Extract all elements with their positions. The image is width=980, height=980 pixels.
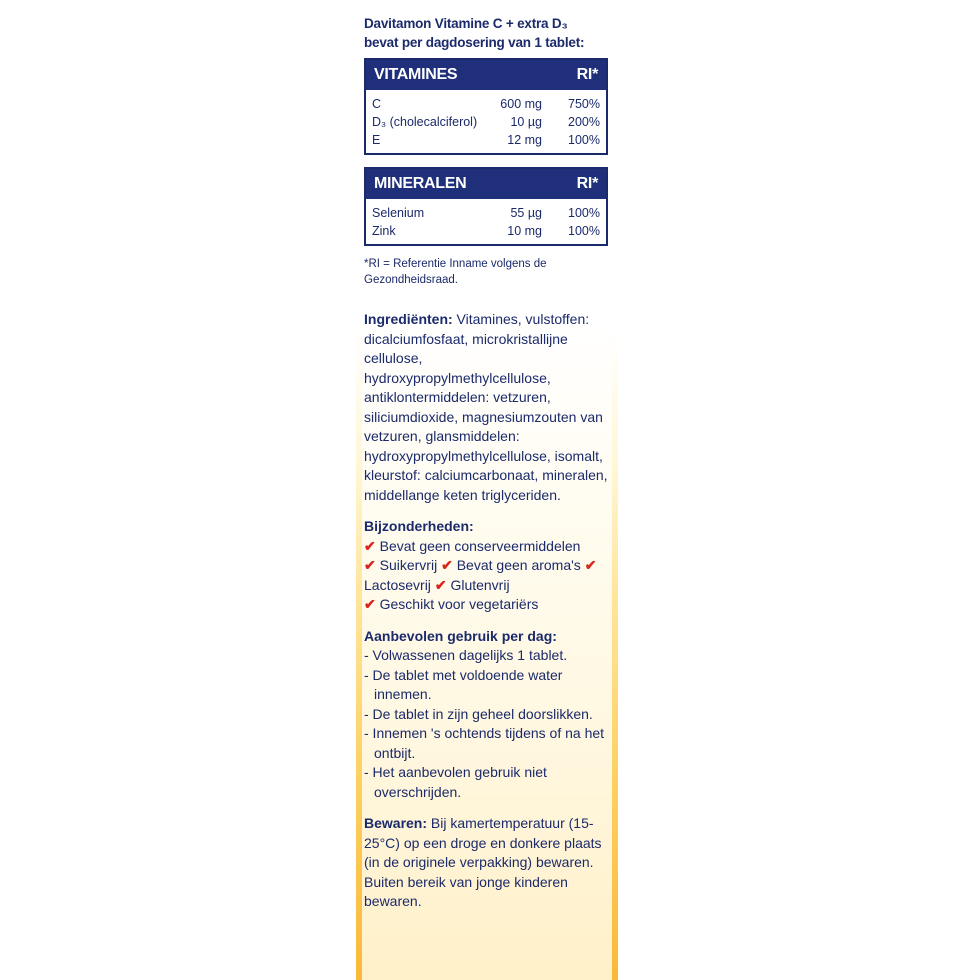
vitamins-title: VITAMINES xyxy=(374,66,458,83)
nutrient-ri: 750% xyxy=(568,97,600,111)
nutrient-ri: 100% xyxy=(568,224,600,238)
special-item: Suikervrij xyxy=(379,557,438,573)
nutrient-amount: 10 µg xyxy=(510,115,542,129)
storage-block xyxy=(364,814,610,912)
nutrient-name: Zink xyxy=(372,224,396,238)
usage-item: - Het aanbevolen gebruik niet overschrijden. xyxy=(364,764,547,800)
special-line-3 xyxy=(364,595,610,615)
check-icon: ✔ xyxy=(364,557,376,573)
usage-block xyxy=(364,627,610,803)
ingredients-block xyxy=(364,310,610,505)
storage-title: Bewaren: xyxy=(364,815,428,831)
table-row xyxy=(372,222,600,240)
special-item: Glutenvrij xyxy=(450,576,510,593)
usage-title: Aanbevolen gebruik per dag: xyxy=(364,627,557,644)
vitamins-header xyxy=(366,60,606,90)
special-item: Bevat geen aroma's xyxy=(456,557,581,573)
minerals-body xyxy=(366,199,606,244)
table-row xyxy=(372,204,600,222)
special-item: Bevat geen conserveermiddelen xyxy=(379,537,581,554)
nutrient-ri: 100% xyxy=(568,206,600,220)
check-icon: ✔ xyxy=(434,576,447,593)
minerals-header xyxy=(366,169,606,199)
special-line-2 xyxy=(364,556,610,595)
intro-line-2: bevat per dagdosering van 1 tablet: xyxy=(364,35,585,50)
minerals-title: MINERALEN xyxy=(374,175,467,192)
nutrient-ri: 200% xyxy=(568,115,600,129)
table-row xyxy=(372,95,600,113)
special-item: Geschikt voor vegetariërs xyxy=(379,596,539,612)
ri-footnote: *RI = Referentie Inname volgens de Gezondheidsraad. xyxy=(364,258,547,286)
vitamins-body xyxy=(366,90,606,153)
usage-item: - Innemen 's ochtends tijdens of na het ontbijt. xyxy=(364,725,605,761)
check-icon: ✔ xyxy=(584,557,597,573)
nutrient-amount: 55 µg xyxy=(510,206,542,220)
check-icon: ✔ xyxy=(441,557,453,573)
ingredients-text: Vitamines, vulstoffen: dicalciumfosfaat, microkristallijne cellulose, hydroxypropylmethylcellulose, antiklontermiddelen: vetzuren, siliciumdioxide, magnesiumzouten van vetzuren, glansmiddelen: hydroxypropylmethylcellulose, isomalt, kleurstof: calciumcarbonaat, mineralen, middellange keten triglyceriden. xyxy=(364,311,608,503)
check-icon: ✔ xyxy=(364,537,376,554)
nutrient-name: E xyxy=(372,133,381,147)
usage-item: - De tablet in zijn geheel doorslikken. xyxy=(364,705,593,722)
nutrient-ri: 100% xyxy=(568,133,600,147)
table-row xyxy=(372,131,600,149)
nutrient-amount: 10 mg xyxy=(507,224,542,238)
usage-item: - Volwassenen dagelijks 1 tablet. xyxy=(364,647,568,663)
usage-item: - De tablet met voldoende water innemen. xyxy=(364,666,563,702)
nutrient-name: Selenium xyxy=(372,206,425,220)
intro-line-1: Davitamon Vitamine C + extra D₃ xyxy=(364,16,568,31)
intro-text xyxy=(364,14,610,52)
special-block xyxy=(364,517,610,615)
nutrient-name: D₃ (cholecalciferol) xyxy=(372,115,478,129)
nutrient-amount: 12 mg xyxy=(507,133,542,147)
table-row xyxy=(372,113,600,131)
minerals-ri-header: RI* xyxy=(576,175,598,192)
label-content xyxy=(364,14,610,912)
special-line-1 xyxy=(364,537,610,557)
check-icon: ✔ xyxy=(364,596,376,612)
special-title: Bijzonderheden: xyxy=(364,518,474,534)
vitamins-ri-header: RI* xyxy=(576,66,598,83)
special-item: Lactosevrij xyxy=(364,576,431,593)
ingredients-title: Ingrediënten: xyxy=(364,311,453,327)
nutrient-amount: 600 mg xyxy=(500,97,542,111)
vitamins-table xyxy=(364,58,608,155)
nutrient-name: C xyxy=(372,97,382,111)
storage-text: Bij kamertemperatuur (15-25°C) op een droge en donkere plaats (in de originele verpakking) bewaren. Buiten bereik van jonge kinderen bewaren. xyxy=(364,815,602,909)
minerals-table xyxy=(364,167,608,246)
